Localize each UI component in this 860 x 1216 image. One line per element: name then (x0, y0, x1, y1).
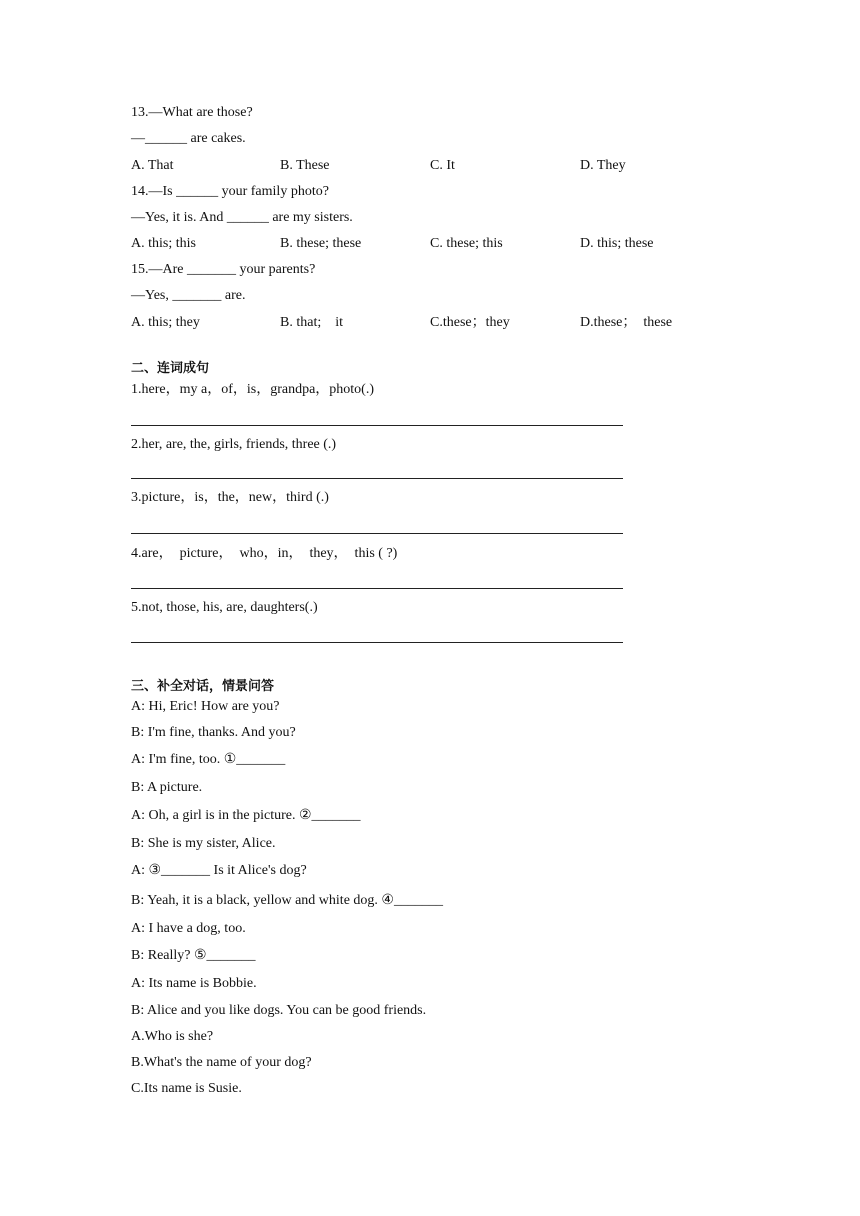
q15-option-b: B. that; it (280, 315, 343, 330)
q13-option-c: C. It (430, 158, 455, 173)
q13-option-a: A. That (131, 158, 174, 173)
section2-item-5: 5.not, those, his, are, daughters(.) (131, 600, 318, 615)
dialogue-line: A: Its name is Bobbie. (131, 976, 257, 991)
section2-item-3: 3.picture，is，the，new，third (.) (131, 490, 329, 505)
dialogue-line: A: I have a dog, too. (131, 921, 246, 936)
q13-option-d: D. They (580, 158, 626, 173)
dialogue-line: B: Alice and you like dogs. You can be good friends. (131, 1003, 427, 1018)
q14-option-a: A. this; this (131, 236, 196, 251)
answer-line-5 (131, 642, 623, 643)
q15-reply: —Yes, _______ are. (131, 288, 246, 303)
dialogue-line: A: Hi, Eric! How are you? (131, 699, 280, 714)
q15-option-a: A. this; they (131, 315, 200, 330)
q13-stem: 13.—What are those? (131, 105, 253, 120)
dialogue-line: B: Yeah, it is a black, yellow and white dog. ④_______ (131, 893, 443, 908)
section2-item-4: 4.are， picture， who，in， they， this ( ?) (131, 546, 398, 561)
dialogue-line: B: I'm fine, thanks. And you? (131, 725, 296, 740)
q14-option-d: D. this; these (580, 236, 654, 251)
q14-stem: 14.—Is ______ your family photo? (131, 184, 329, 199)
q13-option-b: B. These (280, 158, 330, 173)
answer-line-3 (131, 533, 623, 534)
q14-options (131, 235, 731, 253)
answer-line-2 (131, 478, 623, 479)
answer-line-4 (131, 588, 623, 589)
dialogue-line: B: She is my sister, Alice. (131, 836, 276, 851)
answer-line-1 (131, 425, 623, 426)
choice-option-a: A.Who is she? (131, 1029, 214, 1044)
dialogue-line: A: I'm fine, too. ①_______ (131, 752, 286, 767)
q14-reply: —Yes, it is. And ______ are my sisters. (131, 210, 353, 225)
section2-title: 二、连词成句 (131, 361, 210, 376)
dialogue-line: B: Really? ⑤_______ (131, 948, 256, 963)
q14-option-b: B. these; these (280, 236, 362, 251)
section2-item-1: 1.here，my a，of，is，grandpa，photo(.) (131, 382, 374, 397)
q15-stem: 15.—Are _______ your parents? (131, 262, 316, 277)
q13-reply: —______ are cakes. (131, 131, 246, 146)
q13-options (131, 157, 731, 175)
section3-title: 三、补全对话，情景问答 (131, 679, 275, 694)
dialogue-line: A: Oh, a girl is in the picture. ②_______ (131, 808, 361, 823)
dialogue-line: B: A picture. (131, 780, 203, 795)
choice-option-b: B.What's the name of your dog? (131, 1055, 312, 1070)
choice-option-c: C.Its name is Susie. (131, 1081, 242, 1096)
q15-option-c: C.these；they (430, 315, 510, 330)
dialogue-line: A: ③_______ Is it Alice's dog? (131, 863, 307, 878)
section2-item-2: 2.her, are, the, girls, friends, three (.) (131, 437, 337, 452)
q14-option-c: C. these; this (430, 236, 503, 251)
q15-option-d: D.these； these (580, 315, 673, 330)
q15-options (131, 314, 731, 332)
